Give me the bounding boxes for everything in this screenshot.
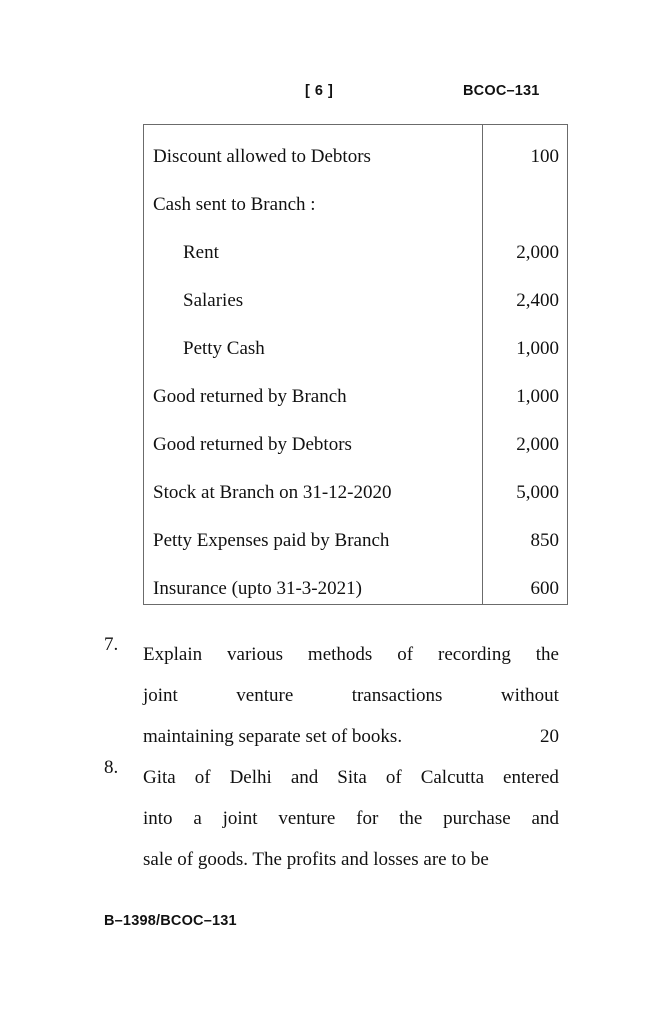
table-row-amount: 5,000 [516,482,559,503]
table-row [144,277,567,325]
table-row-amount: 2,000 [516,434,559,455]
question-word: without [500,685,559,706]
question-word: entered [503,767,559,788]
question-word: purchase [443,808,511,829]
table-row-label: Good returned by Branch [153,386,347,407]
question-word: joint [143,685,178,706]
question-word: Delhi [229,767,272,788]
table-row [144,565,567,613]
table-row-label: Good returned by Debtors [153,434,352,455]
question-word: for [356,808,379,829]
question-line [143,634,559,675]
question-word: a [193,808,202,829]
question-8-body [143,757,559,880]
question-word: and [290,767,319,788]
table-row [144,181,567,229]
question-8-number: 8. [104,757,119,778]
paper-code: BCOC–131 [463,83,540,99]
page-number: [ 6 ] [305,83,334,99]
question-line [143,675,559,716]
table-row-label: Rent [183,242,219,263]
question-word: venture [278,808,336,829]
question-line [143,839,559,880]
table-row-label: Insurance (upto 31-3-2021) [153,578,362,599]
question-word: transactions [351,685,443,706]
table-row-label: Petty Expenses paid by Branch [153,530,390,551]
table-row-amount: 2,400 [516,290,559,311]
table-row-amount: 100 [530,146,559,167]
question-word: Gita [143,767,176,788]
question-word: of [397,644,414,665]
question-8 [104,757,559,880]
question-word: of [385,767,402,788]
question-line [143,757,559,798]
question-7-number: 7. [104,634,119,655]
question-word: joint [222,808,258,829]
question-word: Calcutta [420,767,484,788]
question-word: Explain [143,644,203,665]
question-word: and [531,808,559,829]
footer-paper-code: B–1398/BCOC–131 [104,913,237,929]
table-row-amount: 1,000 [516,338,559,359]
question-word: into [143,808,173,829]
table-row [144,133,567,181]
table-row-label: Discount allowed to Debtors [153,146,371,167]
question-word: recording [438,644,511,665]
table-row-label: Petty Cash [183,338,265,359]
table-row-label: Salaries [183,290,244,311]
question-word: the [399,808,423,829]
table-row [144,421,567,469]
ledger-table [143,124,568,605]
question-word: Sita [337,767,367,788]
table-row [144,469,567,517]
question-word: of [194,767,211,788]
question-text: sale of goods. The profits and losses are to be [143,849,489,870]
table-row-amount: 1,000 [516,386,559,407]
question-word: methods [307,644,373,665]
question-marks: 20 [540,726,559,747]
question-7 [104,634,559,757]
question-line [143,716,559,757]
table-row [144,373,567,421]
question-text: maintaining separate set of books. [143,726,403,747]
table-row-amount: 2,000 [516,242,559,263]
question-line [143,798,559,839]
table-row [144,229,567,277]
page-header [0,83,663,107]
table-row [144,517,567,565]
table-row-label: Cash sent to Branch : [153,194,316,215]
table-row [144,325,567,373]
question-word: various [227,644,283,665]
question-word: venture [236,685,294,706]
question-7-body [143,634,559,757]
table-row-label: Stock at Branch on 31-12-2020 [153,482,392,503]
table-row-amount: 850 [530,530,559,551]
ledger-table-body [144,125,567,613]
table-row-amount: 600 [530,578,559,599]
question-word: the [535,644,559,665]
